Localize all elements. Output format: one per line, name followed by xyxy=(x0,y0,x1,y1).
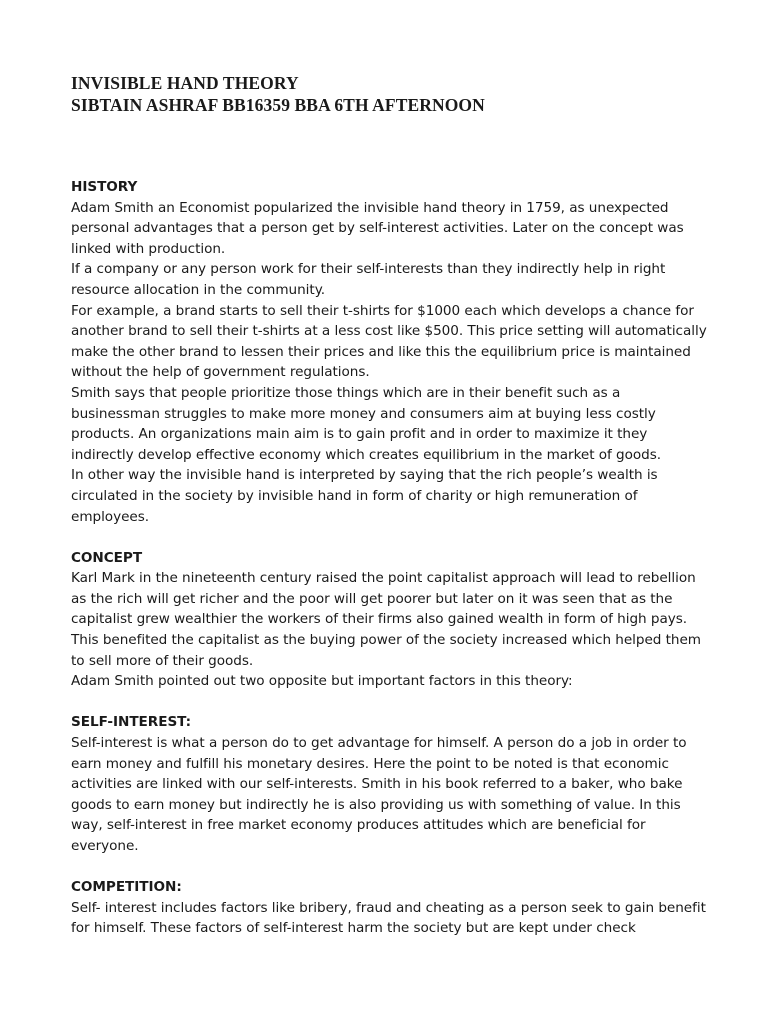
spacer xyxy=(71,116,711,177)
section-heading: SELF-INTEREST: xyxy=(71,714,192,731)
paragraph: In other way the invisible hand is interpreted by saying that the rich people’s wealth is circulated in the society by invisible hand in form of charity or high remuneration of employees. xyxy=(71,467,658,525)
paragraph: Self-interest is what a person do to get advantage for himself. A person do a job in order to earn money and fulfill his monetary desires. Here the point to be noted is that economic activities are linked with our self-interests. Smith in his book referred to a baker, who bake goods to earn money but indirectly he is also providing us with something of value. In this way, self-interest in free market economy produces attitudes which are beneficial for everyone. xyxy=(71,735,687,854)
spacer xyxy=(71,692,711,713)
paragraph: If a company or any person work for their self-interests than they indirectly help in right resource allocation in the community. xyxy=(71,261,666,298)
section-self-interest xyxy=(71,712,711,856)
section-concept xyxy=(71,548,711,692)
author-line: SIBTAIN ASHRAF BB16359 BBA 6TH AFTERNOON xyxy=(71,95,485,115)
section-history xyxy=(71,177,711,527)
paragraph: Karl Mark in the nineteenth century raised the point capitalist approach will lead to rebellion as the rich will get richer and the poor will get poorer but later on it was seen that as the capitalist grew wealthier the workers of their firms also gained wealth in form of high pays. This benefited the capitalist as the buying power of the society increased which helped them to sell more of their goods. xyxy=(71,570,701,669)
paragraph: Smith says that people prioritize those things which are in their benefit such as a businessman struggles to make more money and consumers aim at buying less costly products. An organizations main aim is to gain profit and in order to maximize it they indirectly develop effective economy which creates equilibrium in the market of goods. xyxy=(71,384,662,463)
section-heading: CONCEPT xyxy=(71,549,143,566)
section-competition xyxy=(71,877,711,939)
paragraph: Self- interest includes factors like bribery, fraud and cheating as a person seek to gain benefit for himself. These factors of self-interest harm the society but are kept under check xyxy=(71,899,706,937)
section-heading: HISTORY xyxy=(71,179,138,195)
section-heading: COMPETITION: xyxy=(71,879,182,896)
document-page xyxy=(71,72,711,939)
spacer xyxy=(71,857,711,878)
document-title: INVISIBLE HAND THEORY xyxy=(71,73,299,93)
paragraph: For example, a brand starts to sell their t-shirts for $1000 each which develops a chance for another brand to sell their t-shirts at a less cost like $500. This price setting will automatically make the other brand to lessen their prices and like this the equilibrium price is maintained without the help of government regulations. xyxy=(71,302,707,381)
paragraph: Adam Smith an Economist popularized the invisible hand theory in 1759, as unexpected personal advantages that a person get by self-interest activities. Later on the concept was linked with production. xyxy=(71,199,684,257)
document-body xyxy=(71,177,711,939)
paragraph: Adam Smith pointed out two opposite but important factors in this theory: xyxy=(71,673,573,690)
spacer xyxy=(71,527,711,548)
